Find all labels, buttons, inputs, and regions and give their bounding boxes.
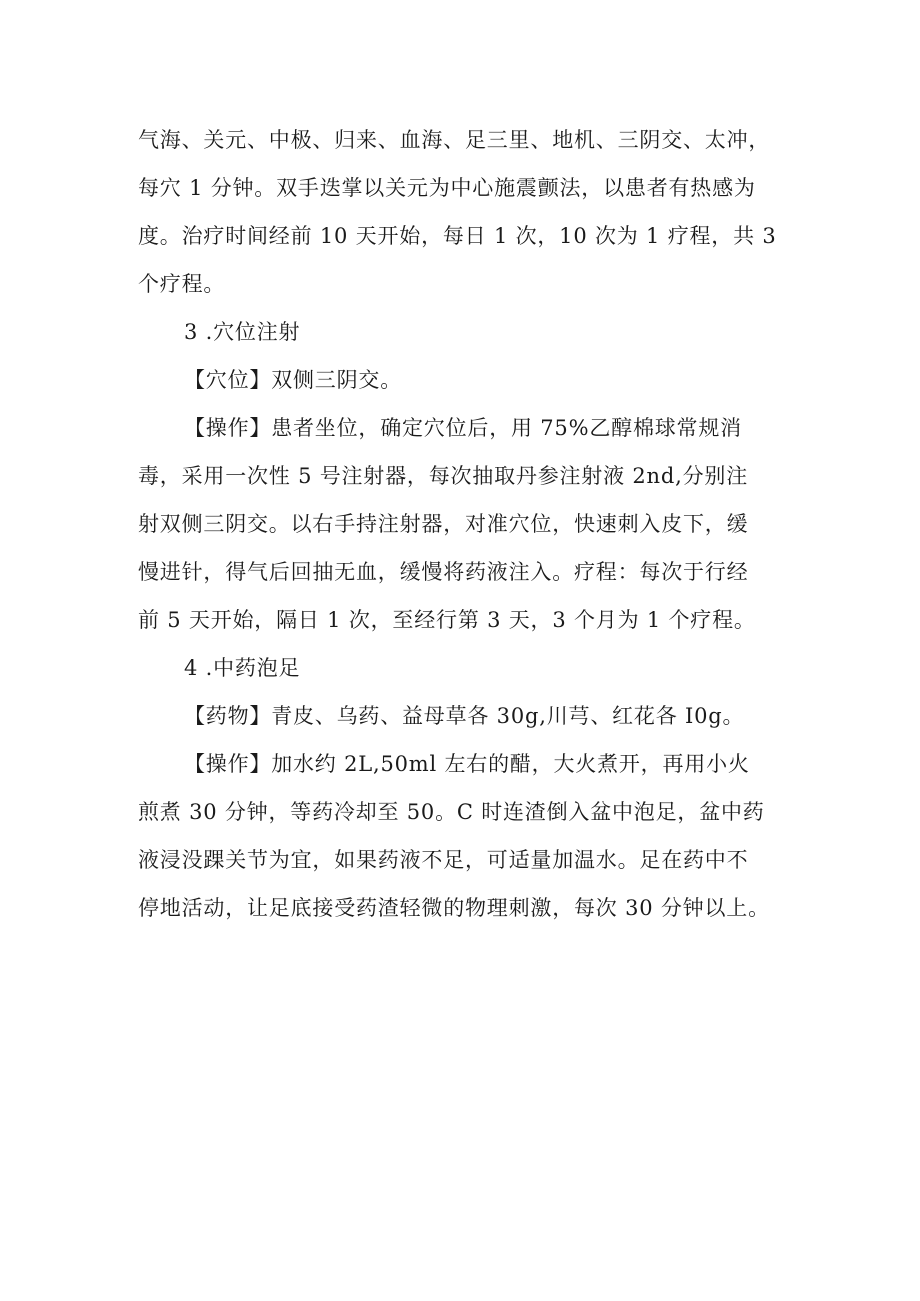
operation-label-line: 【操作】患者坐位，确定穴位后，用 75%乙醇棉球常规消 bbox=[184, 416, 742, 440]
text-line: 毒，采用一次性 5 号注射器，每次抽取丹参注射液 2nd,分别注 bbox=[138, 464, 748, 488]
text-line: 射双侧三阴交。以右手持注射器，对准穴位，快速刺入皮下，缓 bbox=[138, 512, 749, 536]
text-line: 度。治疗时间经前 10 天开始，每日 1 次，10 次为 1 疗程，共 3 bbox=[138, 224, 777, 248]
document-body bbox=[138, 116, 808, 932]
text-line: 每穴 1 分钟。双手迭掌以关元为中心施震颤法，以患者有热感为 bbox=[138, 176, 756, 200]
acupoint-label-line: 【穴位】双侧三阴交。 bbox=[184, 368, 402, 392]
text-line: 慢进针，得气后回抽无血，缓慢将药液注入。疗程：每次于行经 bbox=[138, 560, 749, 584]
text-line: 煎煮 30 分钟，等药冷却至 50。C 时连渣倒入盆中泡足，盆中药 bbox=[138, 800, 765, 824]
text-line: 前 5 天开始，隔日 1 次，至经行第 3 天，3 个月为 1 个疗程。 bbox=[138, 608, 756, 632]
text-line: 停地活动，让足底接受药渣轻微的物理刺激，每次 30 分钟以上。 bbox=[138, 896, 770, 920]
section-heading-herbal-footbath: 4 .中药泡足 bbox=[184, 656, 301, 680]
text-line: 气海、关元、中极、归来、血海、足三里、地机、三阴交、太冲， bbox=[138, 128, 771, 152]
text-line: 个疗程。 bbox=[138, 272, 226, 296]
text-line: 液浸没踝关节为宜，如果药液不足，可适量加温水。足在药中不 bbox=[138, 848, 749, 872]
medicine-label-line: 【药物】青皮、乌药、益母草各 30g,川芎、红花各 I0g。 bbox=[184, 704, 745, 728]
section-heading-acupoint-injection: 3 .穴位注射 bbox=[184, 320, 301, 344]
operation-label-line: 【操作】加水约 2L,50ml 左右的醋，大火煮开，再用小火 bbox=[184, 752, 750, 776]
